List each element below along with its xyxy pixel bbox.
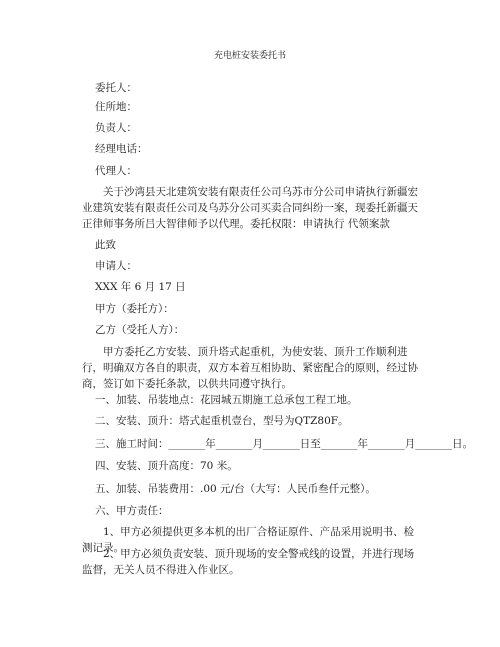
agent-field: 代理人： (95, 165, 137, 177)
address-field: 住所地： (95, 101, 137, 113)
item-1: 一、加装、吊装地点：花园城五期施工总承包工程工地。 (95, 394, 358, 406)
principal-field: 委托人： (95, 82, 137, 94)
intro-paragraph: 关于沙湾县天北建筑安装有限责任公司乌苏市分公司申请执行新疆宏业建筑安装有限责任公司及乌苏分公司买卖合同纠纷一案，现委托新疆天正律师事务所吕大智律师予以代理。委托权限：申请执行 代领案款 (82, 186, 418, 230)
responsibility-1: 1、甲方必须提供更多本机的出厂合格证原件、产品采用说明书、检测记录。 (82, 526, 415, 554)
document-date: XXX 年 6 月 17 日 (95, 281, 186, 293)
agreement-paragraph: 甲方委托乙方安装、顶升塔式起重机，为使安装、顶升工作顺利进行，明确双方各自的职责，双方本着互相协助、紧密配合的原则，经过协商，签订如下委托条款，以供共同遵守执行。 (82, 346, 418, 390)
manager-phone-field: 经理电话： (95, 143, 148, 155)
party-b-field: 乙方（受托人方）： (95, 324, 185, 336)
salutation: 此致 (95, 239, 116, 251)
item-4: 四、安装、顶升高度：70 米。 (95, 460, 238, 472)
item-3: 三、施工时间：_______年_______月_______日至_______年_______月_______日。 (95, 438, 473, 450)
responsibility-2: 2、甲方必须负责安装、顶升现场的安全警戒线的设置，并进行现场监督，无关人员不得进入作业区。 (82, 548, 415, 576)
item-6: 六、甲方责任： (95, 505, 169, 517)
document-title: 充电桩安装委托书 (213, 51, 286, 61)
applicant-field: 申请人： (95, 260, 137, 272)
item-2: 二、安装、顶升：塔式起重机壹台，型号为QTZ80F。 (95, 415, 349, 427)
responsible-field: 负责人： (95, 122, 137, 134)
item-5: 五、加装、吊装费用：.00 元/台（大写：人民币叁仟元整）。 (95, 483, 376, 495)
party-a-field: 甲方（委托方）： (95, 303, 174, 315)
